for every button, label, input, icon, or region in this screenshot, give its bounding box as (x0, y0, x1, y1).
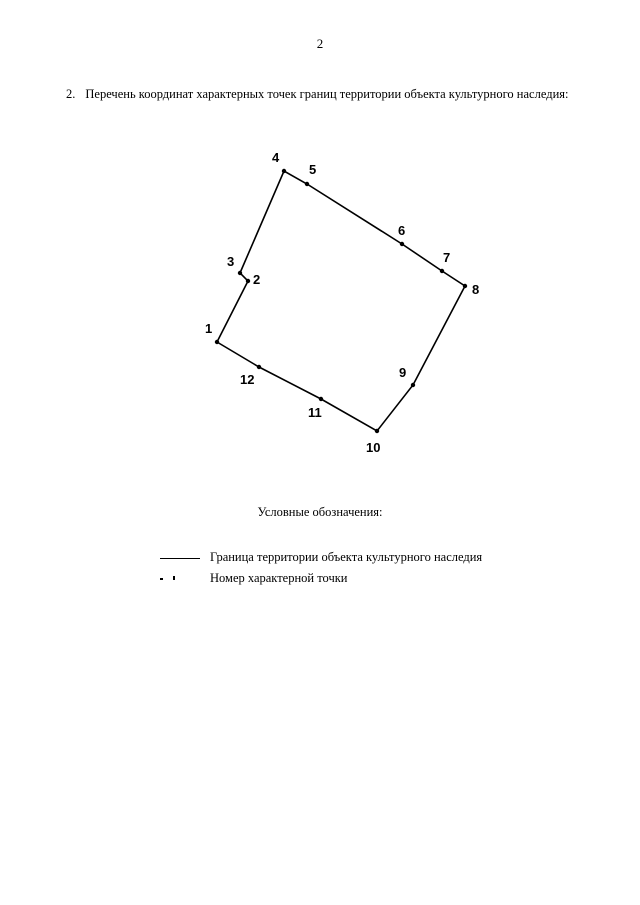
boundary-line (217, 171, 465, 431)
legend-item-point (160, 571, 348, 586)
point-label-9: 9 (399, 365, 407, 380)
point-marker-4 (282, 169, 286, 173)
legend-boundary-text: Граница территории объекта культурного наследия (210, 550, 483, 564)
point-marker-6 (400, 242, 404, 246)
point-label-6: 6 (398, 223, 406, 238)
point-label-7: 7 (443, 250, 451, 265)
point-marker-1 (215, 340, 219, 344)
section-title: Перечень координат характерных точек границ территории объекта культурного наследия: (85, 87, 569, 101)
boundary-line-symbol (160, 558, 200, 559)
point-label-8: 8 (472, 282, 480, 297)
point-marker-11 (319, 397, 323, 401)
point-marker-9 (411, 383, 415, 387)
page-number: 2 (316, 36, 324, 51)
point-marker-10 (375, 429, 379, 433)
legend-item-boundary (160, 550, 482, 565)
point-marker-7 (440, 269, 444, 273)
section-number: 2. (66, 87, 76, 101)
point-label-12: 12 (240, 372, 255, 387)
legend-point-text: Номер характерной точки (210, 571, 348, 585)
point-symbol (160, 576, 200, 582)
point-label-3: 3 (227, 254, 235, 269)
legend-title: Условные обозначения: (257, 505, 383, 519)
point-marker-5 (305, 182, 309, 186)
point-marker-8 (463, 284, 467, 288)
point-label-1: 1 (205, 321, 213, 336)
point-marker-3 (238, 271, 242, 275)
point-label-5: 5 (309, 162, 317, 177)
point-marker-2 (246, 279, 250, 283)
point-label-10: 10 (366, 440, 381, 455)
point-label-2: 2 (253, 272, 261, 287)
point-label-11: 11 (308, 405, 322, 420)
point-label-4: 4 (272, 150, 280, 165)
point-marker-12 (257, 365, 261, 369)
